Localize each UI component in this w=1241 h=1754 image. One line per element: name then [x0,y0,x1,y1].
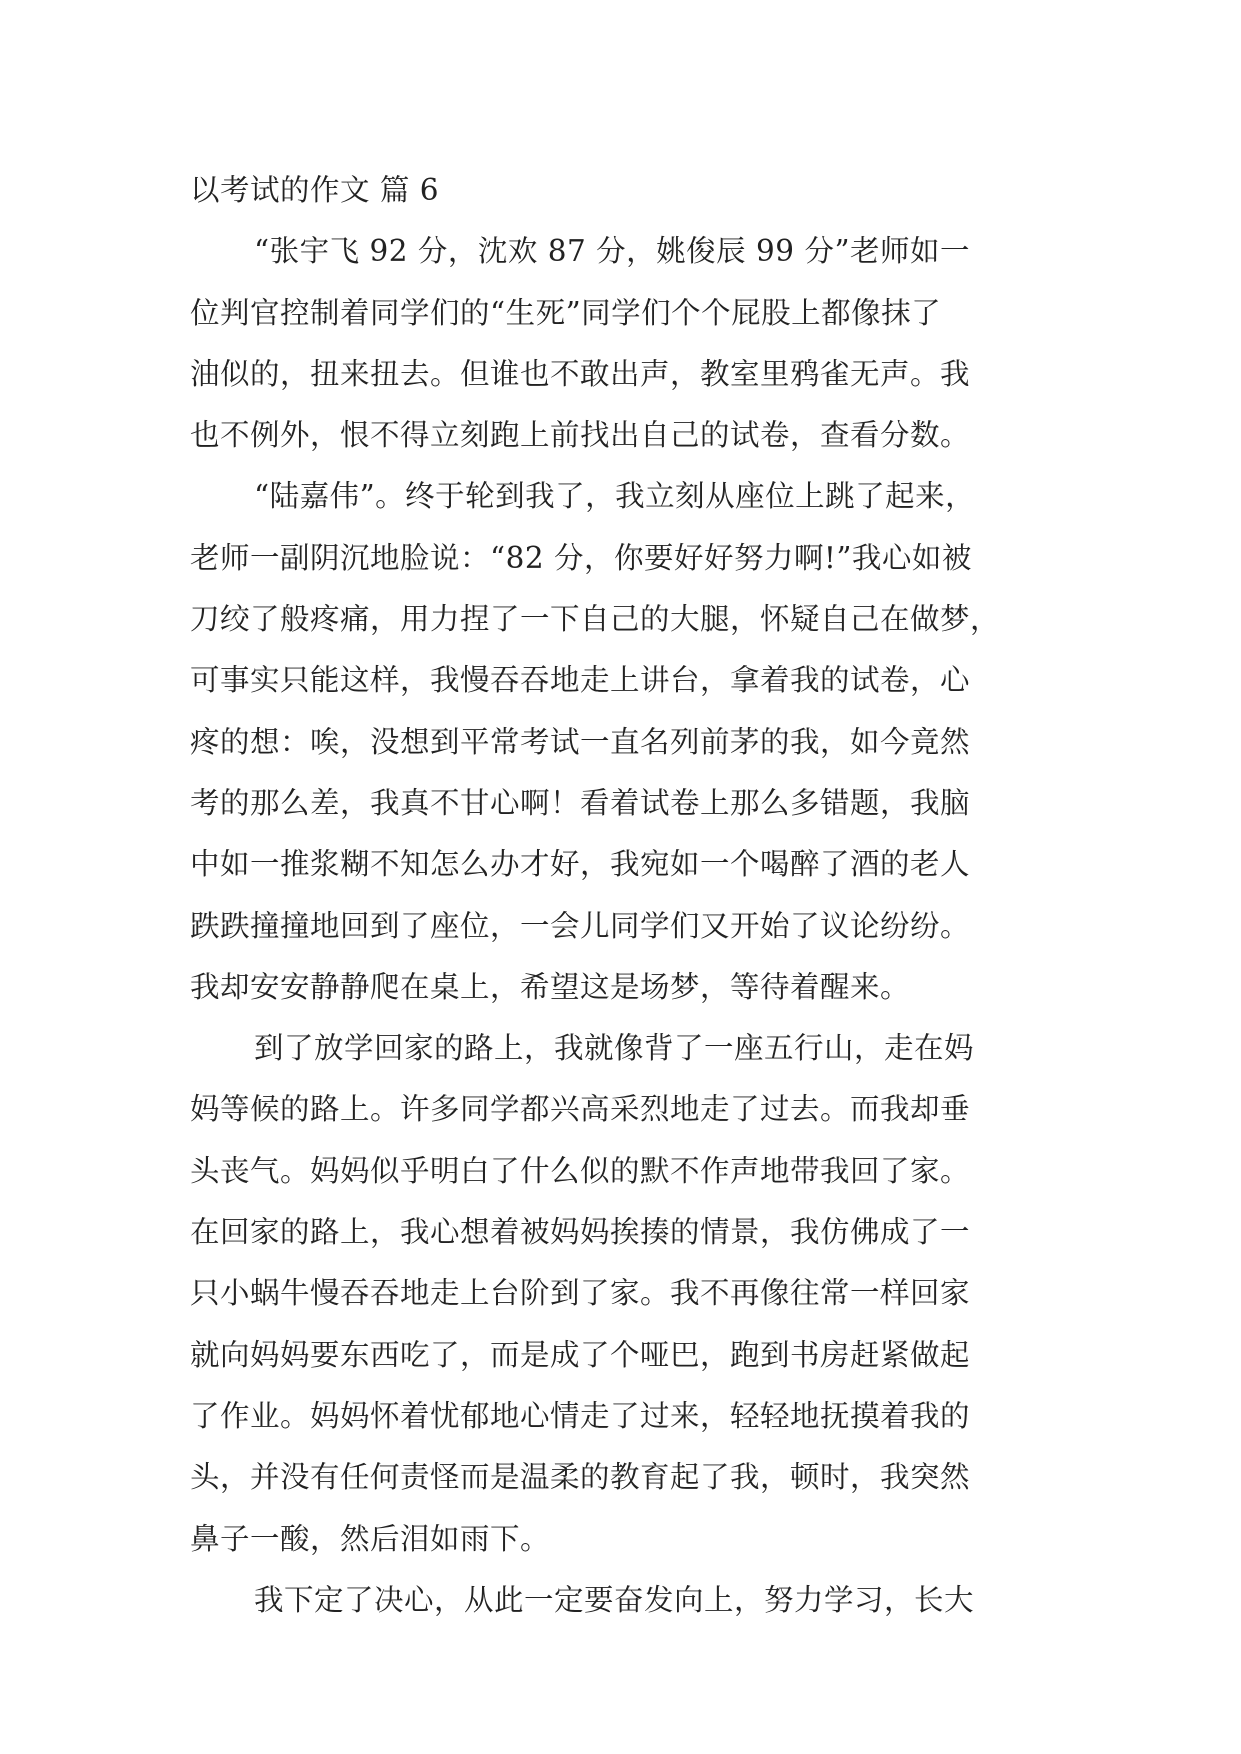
paragraph-3 [190,1018,1070,1570]
text-line: 跌跌撞撞地回到了座位，一会儿同学们又开始了议论纷纷。 [190,908,971,943]
essay-title: 以考试的作文 篇 6 [190,173,440,207]
text-line: “陆嘉伟”。终于轮到我了，我立刻从座位上跳了起来， [254,479,976,514]
text-line: 妈等候的路上。许多同学都兴高采烈地走了过去。而我却垂 [190,1092,971,1127]
text-line: 头，并没有任何责怪而是温柔的教育起了我，顿时，我突然 [190,1460,971,1495]
text-line: 位判官控制着同学们的“生死”同学们个个屁股上都像抹了 [190,295,942,330]
text-line: 可事实只能这样，我慢吞吞地走上讲台，拿着我的试卷，心 [190,663,971,698]
text-line: 中如一推浆糊不知怎么办才好，我宛如一个喝醉了酒的老人 [190,847,971,882]
text-line: 到了放学回家的路上，我就像背了一座五行山，走在妈 [254,1031,975,1066]
text-line: 油似的，扭来扭去。但谁也不敢出声，教室里鸦雀无声。我 [190,356,971,391]
text-line: 也不例外，恨不得立刻跑上前找出自己的试卷，查看分数。 [190,418,971,453]
paragraph-2 [190,466,1070,1018]
text-line: 老师一副阴沉地脸说：“82 分，你要好好努力啊!”我心如被 [190,540,972,575]
text-line: 我却安安静静爬在桌上，希望这是场梦，等待着醒来。 [190,969,911,1004]
text-line: 在回家的路上，我心想着被妈妈挨揍的情景，我仿佛成了一 [190,1215,971,1250]
paragraph-4 [190,1570,1070,1631]
text-line: 考的那么差，我真不甘心啊！看着试卷上那么多错题，我脑 [190,785,971,820]
essay-body [190,160,1070,1631]
text-line: 头丧气。妈妈似乎明白了什么似的默不作声地带我回了家。 [190,1153,971,1188]
text-line: 就向妈妈要东西吃了，而是成了个哑巴，跑到书房赶紧做起 [190,1337,971,1372]
text-line: “张宇飞 92 分，沈欢 87 分，姚俊辰 99 分”老师如一 [254,234,971,269]
text-line: 鼻子一酸，然后泪如雨下。 [190,1521,551,1556]
text-line: 只小蜗牛慢吞吞地走上台阶到了家。我不再像往常一样回家 [190,1276,971,1311]
text-line: 疼的想：唉，没想到平常考试一直名列前茅的我，如今竟然 [190,724,971,759]
text-line: 我下定了决心，从此一定要奋发向上，努力学习，长大 [254,1582,975,1617]
text-line: 刀绞了般疼痛，用力捏了一下自己的大腿，怀疑自己在做梦， [190,602,1001,637]
text-line: 了作业。妈妈怀着忧郁地心情走了过来，轻轻地抚摸着我的 [190,1398,971,1433]
paragraph-1 [190,221,1070,466]
